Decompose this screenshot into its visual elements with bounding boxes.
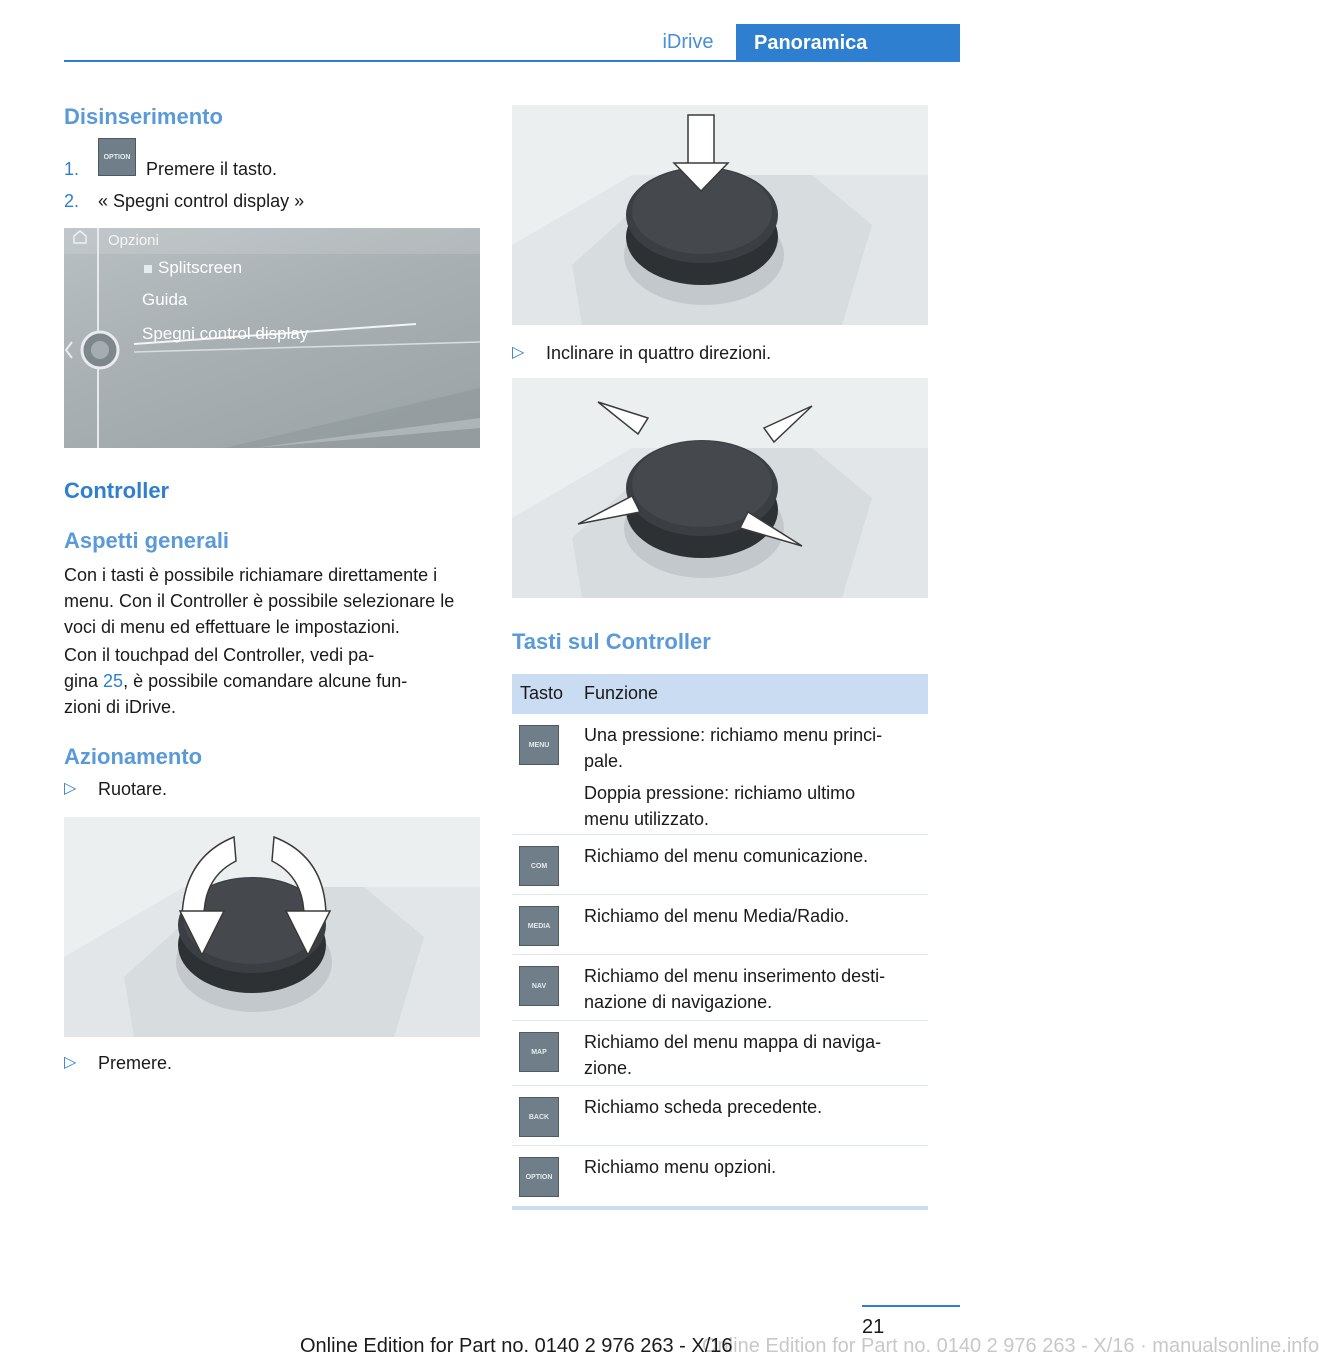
row-menu-line-1: Una pressione: richiamo menu princi-	[584, 725, 883, 745]
heading-tasti-controller: Tasti sul Controller	[512, 629, 711, 654]
heading-controller: Controller	[64, 478, 170, 503]
col-funzione: Funzione	[584, 683, 659, 703]
bullet-ruotare-text: Ruotare.	[98, 779, 168, 799]
heading-disinserimento: Disinserimento	[64, 104, 223, 129]
bullet-ruotare	[64, 776, 480, 806]
screen-item-guida: Guida	[142, 290, 188, 309]
heading-aspetti-generali: Aspetti generali	[64, 528, 230, 553]
controller-tilt-illustration	[512, 378, 928, 598]
row-com-text	[584, 843, 928, 869]
bullet-premere-text: Premere.	[98, 1053, 173, 1073]
screen-title: Opzioni	[108, 232, 159, 249]
table-row-nav	[512, 955, 928, 1021]
aspetti-p2-part-d: zioni di iDrive.	[64, 697, 177, 717]
table-row-option	[512, 1146, 928, 1206]
row-menu-line-3: Doppia pressione: richiamo ultimo	[584, 783, 856, 803]
row-nav-line-1: Richiamo del menu inserimento desti-	[584, 966, 886, 986]
page-link-25[interactable]: 25	[103, 671, 124, 691]
control-display-screenshot	[64, 228, 480, 448]
back-key-icon: BACK	[519, 1097, 559, 1137]
footer-watermark: Online Edition for Part no. 0140 2 976 263 - X/16 · manualsonline.info	[702, 1335, 1319, 1357]
row-nav-line-2: nazione di navigazione.	[584, 992, 773, 1012]
bullet-inclinare-text: Inclinare in quattro direzioni.	[546, 343, 772, 363]
row-option-line-1: Richiamo menu opzioni.	[584, 1157, 777, 1177]
header-section: iDrive	[662, 31, 714, 53]
col-tasto: Tasto	[520, 683, 564, 703]
header-chapter: Panoramica	[736, 24, 960, 62]
aspetti-paragraph-1: Con i tasti è possibile richiamare direttamente i menu. Con il Controller è possibile selezionare le voci di menu ed effettuare le impostazioni.	[64, 565, 455, 637]
option-key-icon: OPTION	[98, 138, 136, 176]
controller-rotate-illustration	[64, 817, 480, 1037]
table-row-menu	[512, 714, 928, 835]
aspetti-paragraph-2	[64, 642, 482, 720]
row-menu-line-4: menu utilizzato.	[584, 809, 710, 829]
step-2-number: 2.	[64, 191, 80, 211]
step-2	[64, 188, 480, 218]
heading-azionamento: Azionamento	[64, 744, 203, 769]
row-nav-text	[584, 963, 928, 1015]
table-row-map	[512, 1021, 928, 1086]
row-media-text	[584, 903, 928, 929]
aspetti-p2-part-a: Con il touchpad del Controller, vedi pa-	[64, 645, 375, 665]
row-menu-line-2: pale.	[584, 751, 624, 771]
step-1-text: Premere il tasto.	[146, 159, 278, 179]
table-row-com	[512, 835, 928, 895]
screen-item-splitscreen: Splitscreen	[158, 258, 243, 277]
tilt-artwork	[512, 378, 928, 598]
page-number: 21	[862, 1316, 885, 1338]
footer-edition: Online Edition for Part no. 0140 2 976 263 - X/16	[300, 1335, 733, 1357]
table-row-media	[512, 895, 928, 955]
step-2-text: « Spegni control display »	[98, 191, 305, 211]
row-media-line-1: Richiamo del menu Media/Radio.	[584, 906, 850, 926]
row-option-text	[584, 1154, 928, 1180]
row-com-line-1: Richiamo del menu comunicazione.	[584, 846, 869, 866]
aspetti-p2-part-c: , è possibile comandare alcune fun-	[123, 671, 408, 691]
press-artwork	[512, 105, 928, 325]
step-1-number: 1.	[64, 159, 80, 179]
bullet-triangle-icon: ▷	[64, 780, 77, 797]
row-back-line-1: Richiamo scheda precedente.	[584, 1097, 823, 1117]
bullet-premere	[64, 1050, 480, 1080]
footer-rule	[862, 1305, 960, 1307]
map-key-icon: MAP	[519, 1032, 559, 1072]
controller-press-illustration	[512, 105, 928, 325]
rotate-artwork	[64, 817, 480, 1037]
screen-item-spegni: Spegni control display	[142, 324, 309, 343]
bullet-triangle-icon: ▷	[512, 344, 525, 361]
bullet-inclinare	[512, 340, 928, 370]
option-key-icon: OPTION	[519, 1157, 559, 1197]
nav-key-icon: NAV	[519, 966, 559, 1006]
row-map-line-2: zione.	[584, 1058, 633, 1078]
menu-key-icon: MENU	[519, 725, 559, 765]
keys-table-header	[512, 674, 928, 714]
row-map-text	[584, 1029, 928, 1081]
row-map-line-1: Richiamo del menu mappa di naviga-	[584, 1032, 882, 1052]
com-key-icon: COM	[519, 846, 559, 886]
media-key-icon: MEDIA	[519, 906, 559, 946]
row-back-text	[584, 1094, 928, 1120]
header-rule	[64, 60, 960, 62]
step-1	[64, 156, 480, 186]
table-row-back	[512, 1086, 928, 1146]
row-menu-text	[584, 722, 928, 832]
bullet-triangle-icon: ▷	[64, 1054, 77, 1071]
aspetti-p2-part-b: gina	[64, 671, 99, 691]
keys-table-bottom-rule	[512, 1206, 928, 1210]
